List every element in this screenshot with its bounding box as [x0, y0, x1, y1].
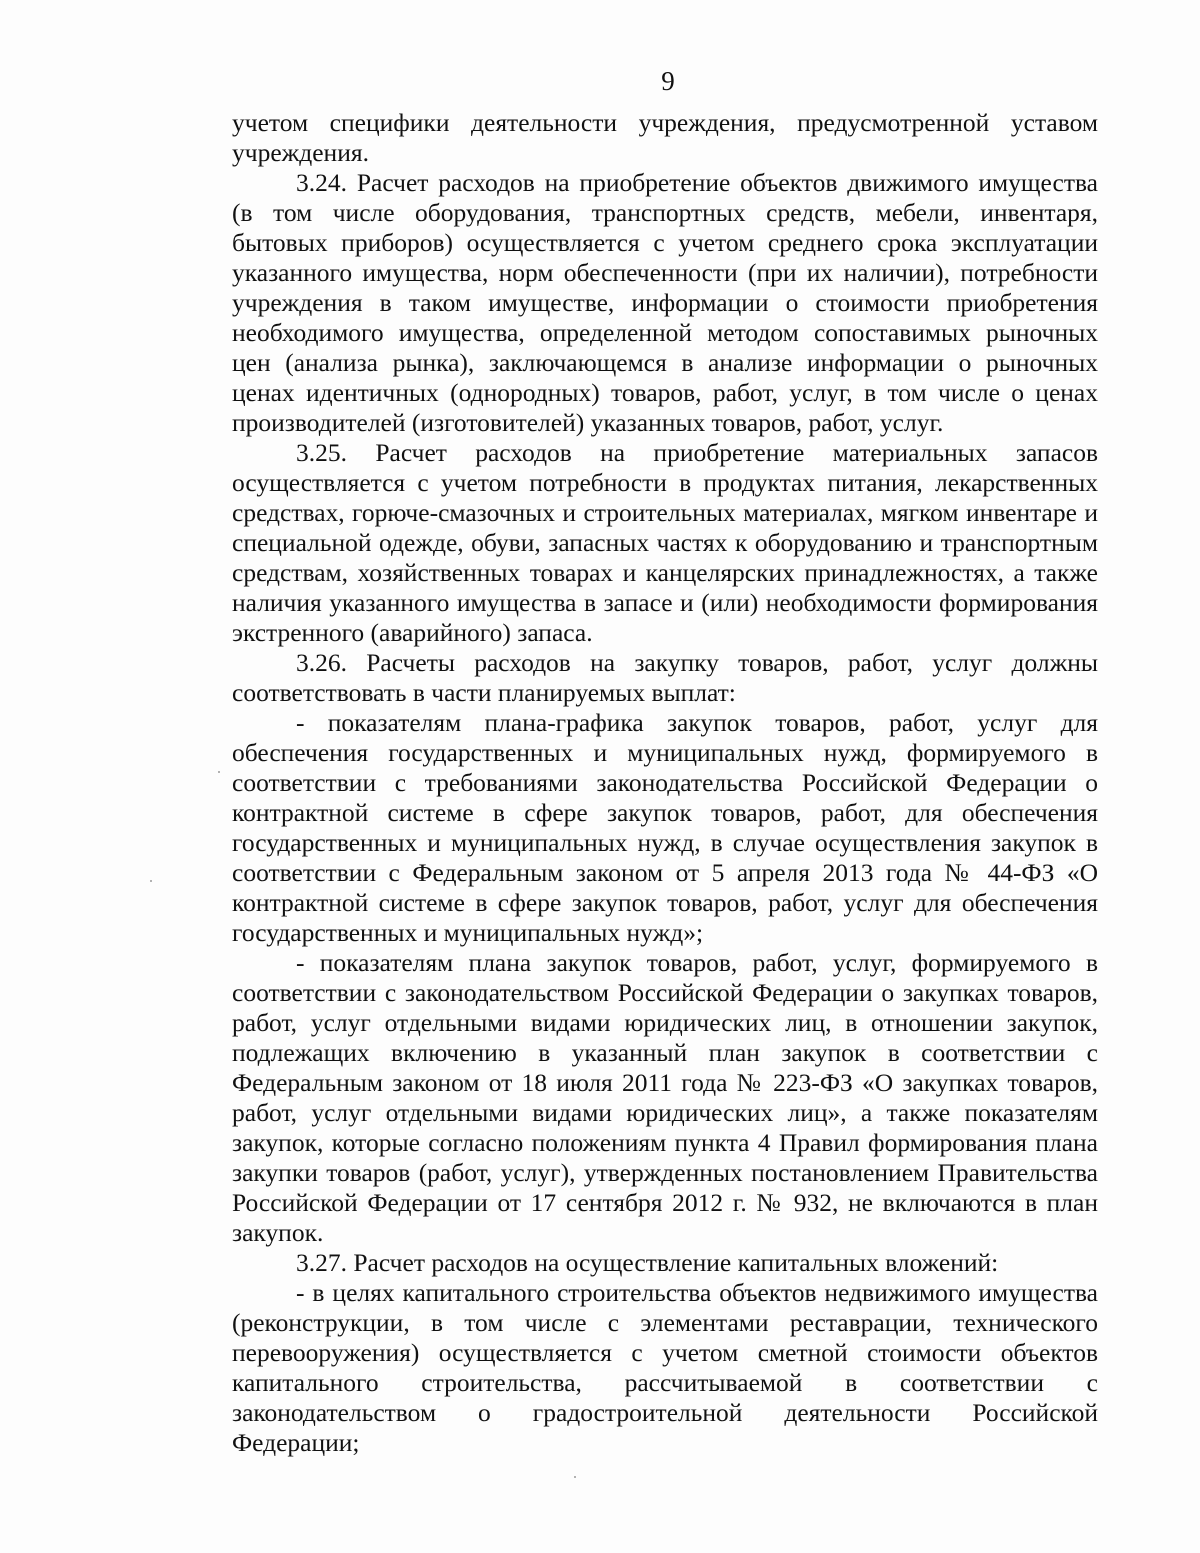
paragraph-3-27: 3.27. Расчет расходов на осуществление капитальных вложений:	[296, 1248, 999, 1277]
paragraph-3-26-item-2: - показателям плана закупок товаров, работ, услуг, формируемого в соответствии с законодательством Российской Федерации о закупках товаров, работ, услуг отдельными видами юридических лиц, в отношении закупок, подлежащих включению в указанный план закупок в соответствии с Федеральным законом от 18 июля 2011 года № 223-ФЗ «О закупках товаров, работ, услуг отдельными видами юридических лиц», а также показателям закупок, которые согласно положениям пункта 4 Правил формирования плана закупки товаров (работ, услуг), утвержденных постановлением Правительства Российской Федерации от 17 сентября 2012 г. № 932, не включаются в план закупок.	[232, 948, 1098, 1247]
paragraph-3-27-item-1: - в целях капитального строительства объектов недвижимого имущества (реконструкции, в том числе с элементами реставрации, технического перевооружения) осуществляется с учетом сметной стоимости объектов капитального строительства, рассчитываемой в соответствии с законодательством о градостроительной деятельности Российской	[232, 1278, 1098, 1427]
page-number: 9	[661, 66, 675, 96]
paragraph-3-26: 3.26. Расчеты расходов на закупку товаров, работ, услуг должны соответствовать в части планируемых выплат:	[232, 648, 1098, 707]
scan-speck	[574, 1476, 576, 1478]
paragraph-3-26-item-1: - показателям плана-графика закупок товаров, работ, услуг для обеспечения государственных и муниципальных нужд, формируемого в соответствии с требованиями законодательства Российской Федерации о контрактной системе в сфере закупок товаров, работ, для обеспечения государственных и муниципальных нужд, в случае осуществления закупок в соответствии с Федеральным законом от 5 апреля 2013 года № 44-ФЗ «О контрактной системе в сфере закупок товаров, работ, услуг для обеспечения государственных и муниципальных нужд»;	[232, 708, 1098, 947]
paragraph-continuation: учетом специфики деятельности учреждения, предусмотренной уставом учреждения.	[232, 108, 1098, 167]
paragraph-3-25: 3.25. Расчет расходов на приобретение материальных запасов осуществляется с учетом потребности в продуктах питания, лекарственных средствах, горюче-смазочных и строительных материалах, мягком инвентаре и специальной одежде, обуви, запасных частях к оборудованию и транспортным средствам, хозяйственных товарах и канцелярских принадлежностях, а также наличия указанного имущества в запасе и (или) необходимости формирования экстренного (аварийного) запаса.	[232, 438, 1098, 647]
scan-speck	[218, 771, 220, 773]
paragraph-3-27-item-1-end: Федерации;	[232, 1428, 360, 1457]
document-body	[232, 108, 1098, 1458]
paragraph-3-24: 3.24. Расчет расходов на приобретение объектов движимого имущества (в том числе оборудования, транспортных средств, мебели, инвентаря, бытовых приборов) осуществляется с учетом среднего срока эксплуатации указанного имущества, норм обеспеченности (при их наличии), потребности учреждения в таком имуществе, информации о стоимости приобретения необходимого имущества, определенной методом сопоставимых рыночных цен (анализа рынка), заключающемся в анализе информации о рыночных ценах идентичных (однородных) товаров, работ, услуг, в том числе о ценах производителей (изготовителей) указанных товаров, работ, услуг.	[232, 168, 1098, 437]
scan-speck	[150, 880, 152, 882]
